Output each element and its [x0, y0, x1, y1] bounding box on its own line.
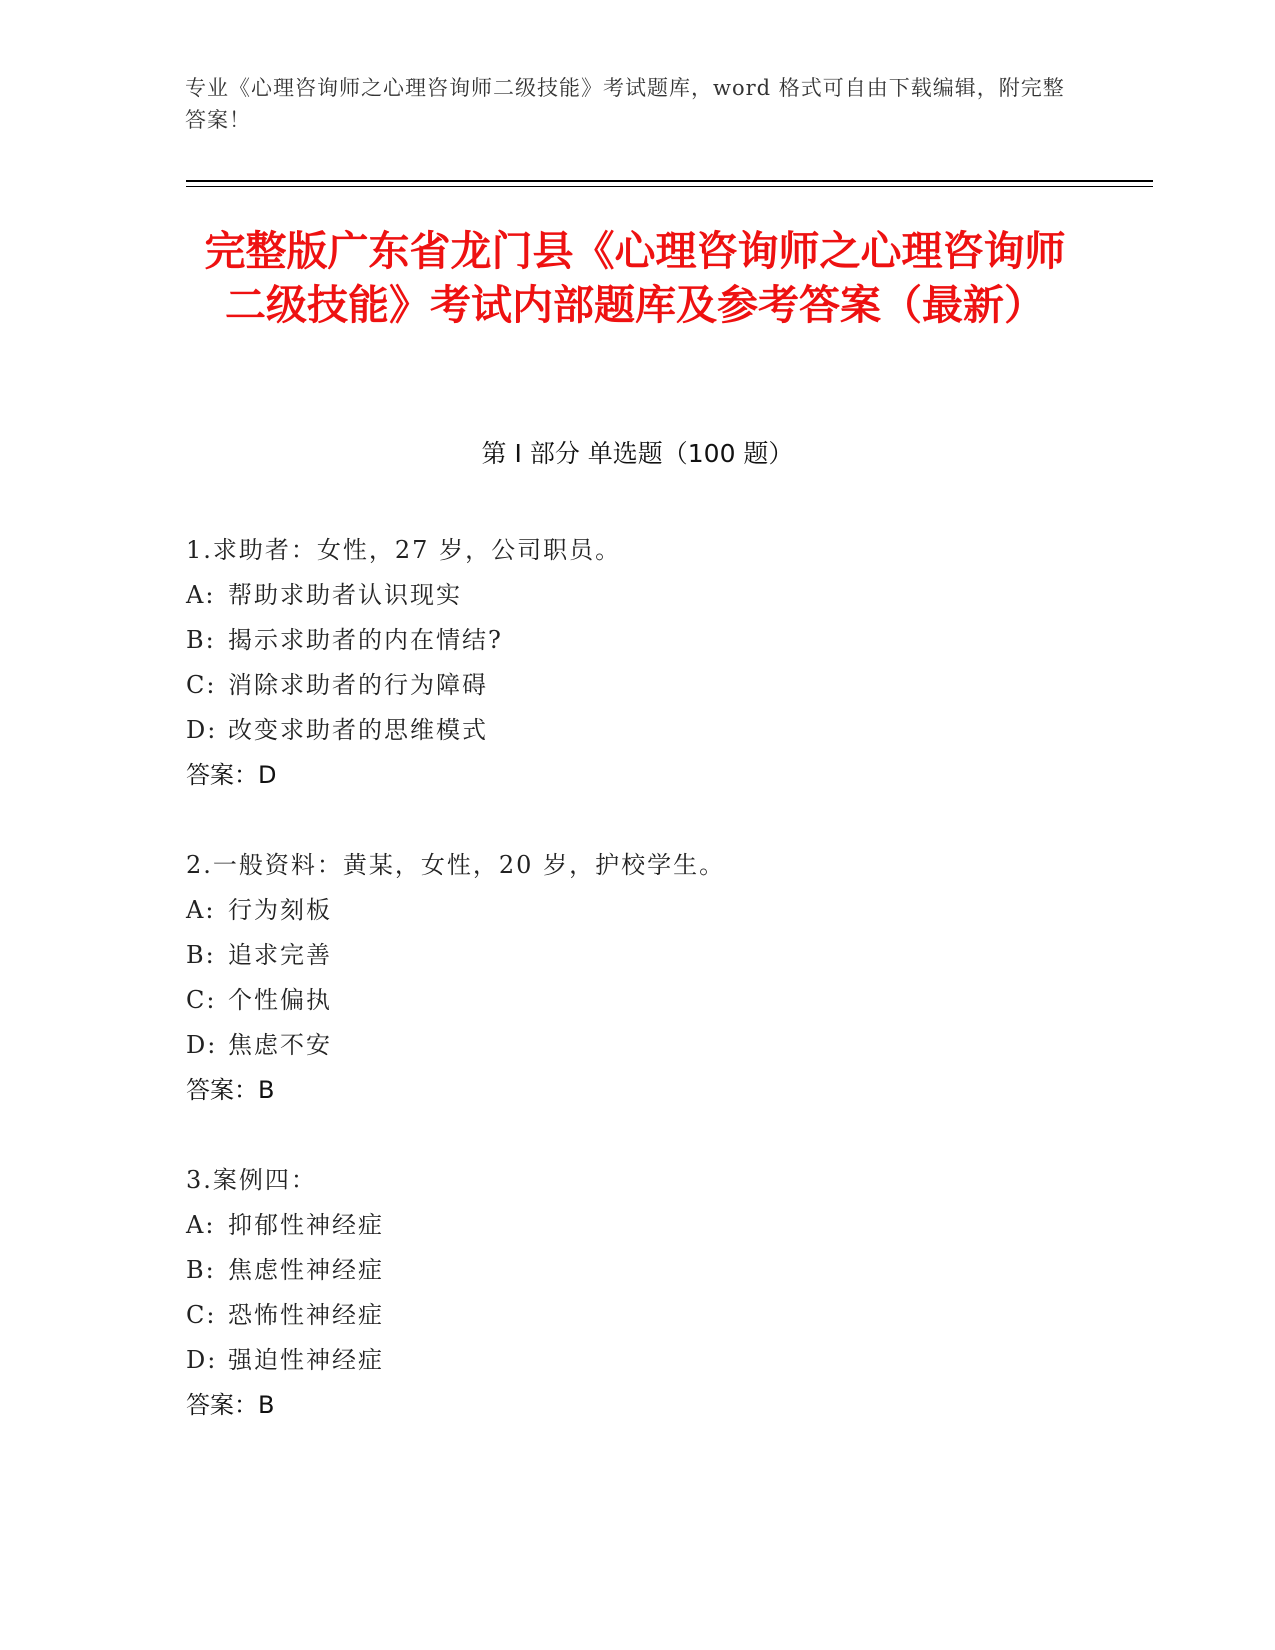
question-stem: 2.一般资料：黄某，女性，20 岁，护校学生。	[186, 851, 726, 879]
option-text: 焦虑性神经症	[228, 1256, 384, 1284]
question-3	[186, 1158, 1086, 1428]
header-rule-thin	[186, 186, 1153, 187]
option-key: B:	[186, 1256, 216, 1284]
option-b	[186, 1248, 1086, 1293]
option-key: B:	[186, 941, 216, 969]
question-list	[186, 528, 1086, 1473]
question-stem: 3.案例四：	[186, 1166, 317, 1194]
option-c	[186, 978, 1086, 1023]
answer-label: 答案：	[186, 761, 258, 789]
option-a	[186, 573, 1086, 618]
option-key: D:	[186, 1031, 218, 1059]
option-key: A:	[186, 581, 216, 609]
answer-label: 答案：	[186, 1076, 258, 1104]
option-key: C:	[186, 671, 217, 699]
header-rule-thick	[186, 180, 1153, 182]
question-1	[186, 528, 1086, 798]
answer-line	[186, 1068, 1086, 1113]
question-2	[186, 843, 1086, 1113]
answer-value: B	[258, 1391, 275, 1419]
section-title: 第 I 部分 单选题（100 题）	[481, 439, 794, 468]
option-text: 行为刻板	[228, 896, 332, 924]
document-title: 完整版广东省龙门县《心理咨询师之心理咨询师二级技能》考试内部题库及参考答案（最新）	[204, 227, 1066, 329]
option-text: 恐怖性神经症	[228, 1301, 384, 1329]
option-key: A:	[186, 1211, 216, 1239]
option-d	[186, 1338, 1086, 1383]
option-a	[186, 888, 1086, 933]
option-key: D:	[186, 1346, 218, 1374]
header-note: 专业《心理咨询师之心理咨询师二级技能》考试题库，word 格式可自由下载编辑，附完整答案！	[185, 76, 1065, 132]
option-c	[186, 663, 1086, 708]
option-text: 追求完善	[228, 941, 332, 969]
option-b	[186, 933, 1086, 978]
answer-value: B	[258, 1076, 275, 1104]
option-text: 焦虑不安	[228, 1031, 332, 1059]
option-key: B:	[186, 626, 216, 654]
answer-value: D	[258, 761, 277, 789]
option-d	[186, 1023, 1086, 1068]
option-text: 个性偏执	[228, 986, 332, 1014]
option-text: 消除求助者的行为障碍	[228, 671, 488, 699]
answer-line	[186, 1383, 1086, 1428]
option-text: 强迫性神经症	[228, 1346, 384, 1374]
option-text: 抑郁性神经症	[228, 1211, 384, 1239]
option-text: 改变求助者的思维模式	[228, 716, 488, 744]
option-key: D:	[186, 716, 218, 744]
option-key: C:	[186, 986, 217, 1014]
answer-line	[186, 753, 1086, 798]
option-a	[186, 1203, 1086, 1248]
option-d	[186, 708, 1086, 753]
option-c	[186, 1293, 1086, 1338]
option-text: 帮助求助者认识现实	[228, 581, 462, 609]
option-b	[186, 618, 1086, 663]
option-key: A:	[186, 896, 216, 924]
answer-label: 答案：	[186, 1391, 258, 1419]
option-text: 揭示求助者的内在情结?	[228, 626, 503, 654]
option-key: C:	[186, 1301, 217, 1329]
question-stem: 1.求助者：女性，27 岁，公司职员。	[186, 536, 622, 564]
